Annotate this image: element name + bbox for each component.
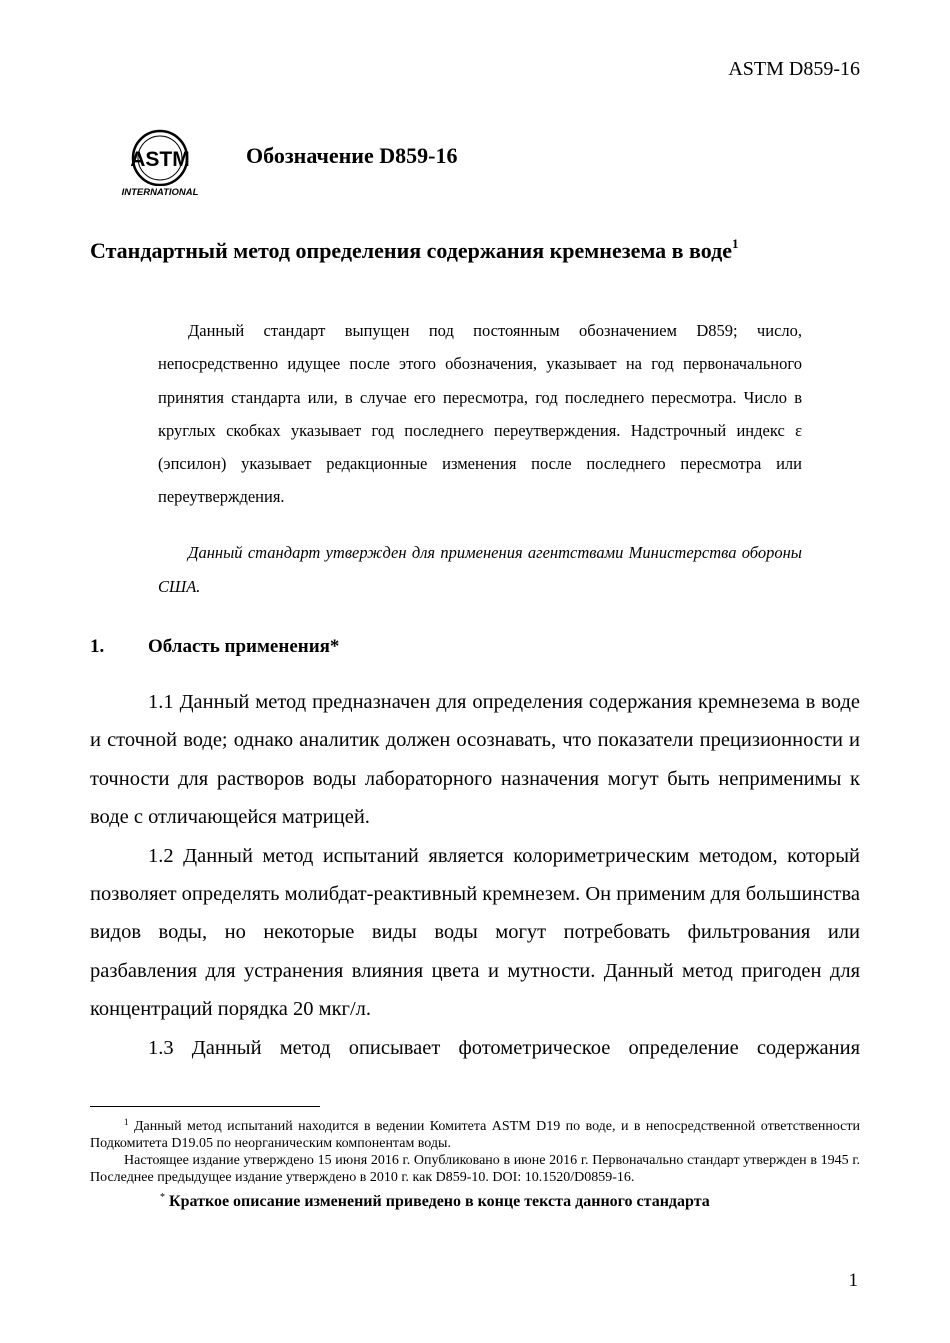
footnote-changes [160, 1192, 710, 1211]
section-body [90, 683, 860, 1067]
astm-logo [118, 128, 202, 198]
footnote-1 [90, 1114, 860, 1152]
document-code: ASTM D859-16 [728, 58, 860, 80]
paragraph-1-2: 1.2 Данный метод испытаний является колориметрическим методом, который позволяет определять молибдат-реактивный кремнезем. Он применим для большинства видов воды, но некоторые виды воды могут потребовать фильтрования или разбавления для устранения влияния цвета и мутности. Данный метод пригоден для концентраций порядка 20 мкг/л. [90, 844, 861, 1021]
standard-title-text: Стандартный метод определения содержания кремнезема в воде [90, 238, 733, 263]
notice-text: Данный стандарт выпущен под постоянным обозначением D859; число, непосредственно идущее после этого обозначения, указывает на год первоначального принятия стандарта или, в случае его пересмотра, год последнего пересмотра. Число в круглых скобках указывает год последнего переутверждения. Надстрочный индекс ε (эпсилон) указывает редакционные изменения после последнего пересмотра или переутверждения. [158, 321, 802, 507]
title-footnote-mark: 1 [732, 236, 739, 251]
footnote-changes-text: Краткое описание изменений приведено в конце текста данного стандарта [169, 1193, 710, 1210]
dod-notice [158, 536, 802, 603]
designation-notice [158, 314, 802, 514]
page-number: 1 [848, 1270, 858, 1291]
footnote-divider [90, 1106, 320, 1107]
paragraph-1-1: 1.1 Данный метод предназначен для определения содержания кремнезема в воде и сточной воде; однако аналитик должен осознавать, что показатели прецизионности и точности для растворов воды лабораторного назначения могут быть неприменимы к воде с отличающейся матрицей. [90, 691, 860, 829]
dod-notice-text: Данный стандарт утвержден для применения агентствами Министерства обороны США. [158, 543, 802, 596]
footnote-1-text: Данный метод испытаний находится в ведении Комитета ASTM D19 по воде, и в непосредственной ответственности Подкомитета D19.05 по неорганическим компонентам воды. [90, 1119, 860, 1151]
section-title: Область применения* [148, 636, 340, 657]
logo-bottom-text: INTERNATIONAL [121, 187, 199, 198]
footnote-1-mark: 1 [124, 1117, 129, 1127]
section-number: 1. [90, 636, 105, 657]
footnote-star-mark: * [160, 1192, 165, 1203]
footnotes [90, 1114, 860, 1186]
footnote-edition: Настоящее издание утверждено 15 июня 2016 г. Опубликовано в июне 2016 г. Первоначально стандарт утвержден в 1945 г. Последнее предыдущее издание утверждено в 2010 г. как D859-10. DOI: 10.1520/D0859-16. [90, 1153, 860, 1185]
logo-top-text: ASTM [130, 148, 190, 171]
designation-heading: Обозначение D859-16 [246, 143, 458, 168]
standard-title [90, 236, 739, 264]
paragraph-1-3: 1.3 Данный метод описывает фотометрическое определение содержания [148, 1036, 860, 1059]
